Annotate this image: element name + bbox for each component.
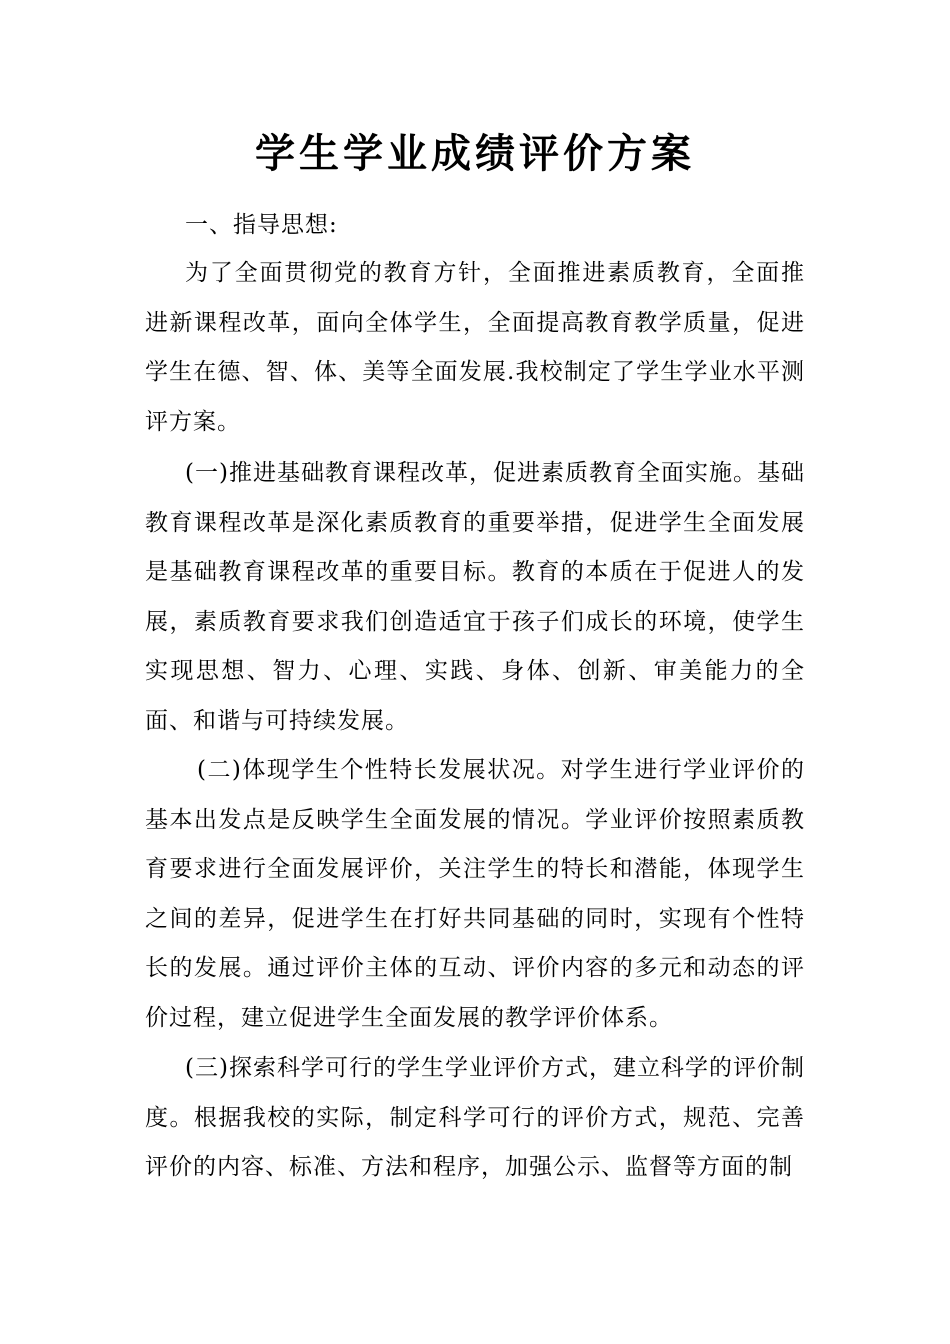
section-heading: 一、指导思想:	[185, 212, 338, 238]
paragraph-intro: 为了全面贯彻党的教育方针，全面推进素质教育，全面推进新课程改革，面向全体学生，全面提高教育教学质量，促进学生在德、智、体、美等全面发展.我校制定了学生学业水平测评方案。	[145, 260, 805, 435]
paragraph-point-2: (二)体现学生个性特长发展状况。对学生进行学业评价的基本出发点是反映学生全面发展的情况。学业评价按照素质教育要求进行全面发展评价，关注学生的特长和潜能，体现学生之间的差异，促进学生在打好共同基础的同时，实现有个性特长的发展。通过评价主体的互动、评价内容的多元和动态的评价过程，建立促进学生全面发展的教学评价体系。	[145, 757, 805, 1031]
document-title: 学生学业成绩评价方案	[255, 130, 695, 177]
paragraph-point-1: (一)推进基础教育课程改革，促进素质教育全面实施。基础教育课程改革是深化素质教育的重要举措，促进学生全面发展是基础教育课程改革的重要目标。教育的本质在于促进人的发展，素质教育要求我们创造适宜于孩子们成长的环境，使学生实现思想、智力、心理、实践、身体、创新、审美能力的全面、和谐与可持续发展。	[145, 460, 805, 734]
paragraph-point-3: (三)探索科学可行的学生学业评价方式，建立科学的评价制度。根据我校的实际，制定科学可行的评价方式，规范、完善评价的内容、标准、方法和程序，加强公示、监督等方面的制	[145, 1055, 805, 1181]
